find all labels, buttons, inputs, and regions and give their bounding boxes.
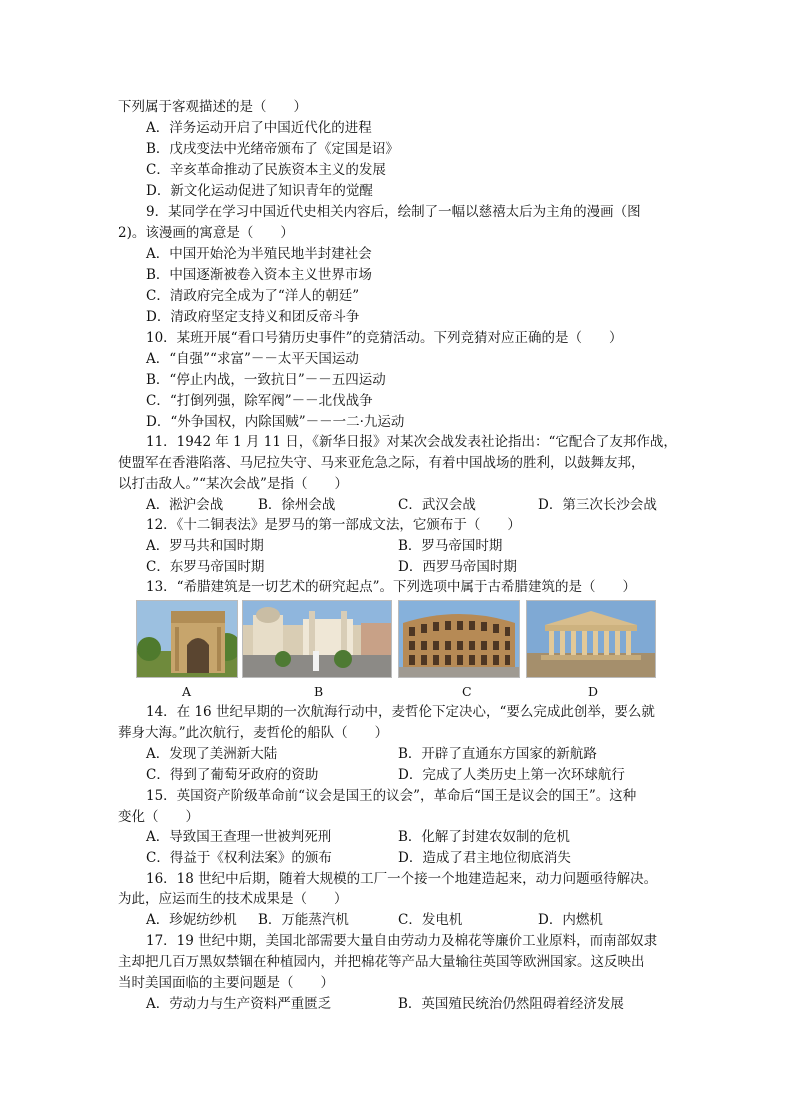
q11-stem-line2: 使盟军在香港陷落、马尼拉失守、马来亚危急之际，有着中国战场的胜利，以鼓舞友邦， bbox=[118, 455, 645, 471]
q16-option-c: C．发电机 bbox=[398, 912, 463, 928]
q15-stem-line1: 15．英国资产阶级革命前“议会是国王的议会”，革命后“国王是议会的国王”。这种 bbox=[146, 788, 637, 804]
q8-option-b: B．戊戌变法中光绪帝颁布了《定国是诏》 bbox=[146, 141, 399, 157]
arch-photo bbox=[136, 600, 238, 678]
q13-label-c: C bbox=[462, 684, 472, 699]
q9-stem-line1: 9．某同学在学习中国近代史相关内容后，绘制了一幅以慈禧太后为主角的漫画（图 bbox=[146, 204, 641, 220]
q9-option-d: D．清政府坚定支持义和团反帝斗争 bbox=[146, 309, 360, 325]
q11-stem-line3: 以打击敌人。”“某次会战”是指（ ） bbox=[118, 476, 348, 492]
q10-stem: 10．某班开展“看口号猜历史事件”的竞猜活动。下列竞猜对应正确的是（ ） bbox=[146, 330, 623, 346]
q10-option-a: A．“自强”“求富”－－太平天国运动 bbox=[146, 351, 359, 367]
q12-option-a: A．罗马共和国时期 bbox=[146, 538, 264, 554]
q10-option-b: B．“停止内战，一致抗日”－－五四运动 bbox=[146, 372, 386, 388]
q13-label-a: A bbox=[182, 684, 192, 699]
q11-option-b: B．徐州会战 bbox=[258, 497, 336, 513]
q17-stem-line1: 17．19 世纪中期，美国北部需要大量自由劳动力及棉花等廉价工业原料，而南部奴隶 bbox=[146, 933, 658, 949]
q10-option-c: C．“打倒列强，除军阀”－－北伐战争 bbox=[146, 393, 373, 409]
q13-label-d: D bbox=[588, 684, 599, 699]
q16-option-d: D．内燃机 bbox=[538, 912, 603, 928]
q14-option-c: C．得到了葡萄牙政府的资助 bbox=[146, 767, 319, 783]
parthenon-photo bbox=[526, 600, 656, 678]
q13-label-b: B bbox=[314, 684, 324, 699]
q15-stem-line2: 变化（ ） bbox=[118, 809, 199, 825]
q12-option-b: B．罗马帝国时期 bbox=[398, 538, 503, 554]
q15-option-d: D．造成了君主地位彻底消失 bbox=[398, 850, 571, 866]
q14-option-d: D．完成了人类历史上第一次环球航行 bbox=[398, 767, 625, 783]
q8-stem: 下列属于客观描述的是（ ） bbox=[118, 99, 307, 115]
q12-option-d: D．西罗马帝国时期 bbox=[398, 559, 517, 575]
q15-option-c: C．得益于《权利法案》的颁布 bbox=[146, 850, 332, 866]
city-photo bbox=[242, 600, 392, 678]
q17-stem-line2: 主却把几百万黑奴禁锢在种植园内，并把棉花等产品大量输往英国等欧洲国家。这反映出 bbox=[118, 954, 645, 970]
q11-option-c: C．武汉会战 bbox=[398, 497, 476, 513]
q11-option-a: A．淞沪会战 bbox=[146, 497, 224, 513]
q14-option-b: B．开辟了直通东方国家的新航路 bbox=[398, 746, 597, 762]
q12-stem: 12．《十二铜表法》是罗马的第一部成文法，它颁布于（ ） bbox=[146, 517, 521, 533]
q11-option-d: D．第三次长沙会战 bbox=[538, 497, 657, 513]
q9-option-b: B．中国逐渐被卷入资本主义世界市场 bbox=[146, 267, 372, 283]
q11-stem-line1: 11．1942 年 1 月 11 日，《新华日报》对某次会战发表社论指出：“它配合了友邦作战， bbox=[146, 434, 677, 450]
q8-option-a: A．洋务运动开启了中国近代化的进程 bbox=[146, 120, 372, 136]
q13-stem: 13．“希腊建筑是一切艺术的研究起点”。下列选项中属于古希腊建筑的是（ ） bbox=[146, 579, 636, 595]
q14-stem-line2: 葬身大海。”此次航行，麦哲伦的船队（ ） bbox=[118, 725, 389, 741]
q14-option-a: A．发现了美洲新大陆 bbox=[146, 746, 278, 762]
q8-option-d: D．新文化运动促进了知识青年的觉醒 bbox=[146, 183, 373, 199]
q9-option-c: C．清政府完全成为了“洋人的朝廷” bbox=[146, 288, 360, 304]
q9-stem-line2: 2)。该漫画的寓意是（ ） bbox=[118, 225, 294, 241]
q16-stem-line1: 16．18 世纪中后期，随着大规模的工厂一个接一个地建造起来，动力问题亟待解决。 bbox=[146, 871, 658, 887]
q17-option-b: B．英国殖民统治仍然阻碍着经济发展 bbox=[398, 996, 624, 1012]
colosseum-photo bbox=[398, 600, 520, 678]
q17-stem-line3: 当时美国面临的主要问题是（ ） bbox=[118, 975, 334, 991]
q8-option-c: C．辛亥革命推动了民族资本主义的发展 bbox=[146, 162, 386, 178]
q15-option-a: A．导致国王查理一世被判死刑 bbox=[146, 829, 332, 845]
q16-option-a: A．珍妮纺纱机 bbox=[146, 912, 237, 928]
q9-option-a: A．中国开始沦为半殖民地半封建社会 bbox=[146, 246, 372, 262]
q13-pictures bbox=[136, 600, 656, 678]
q16-option-b: B．万能蒸汽机 bbox=[258, 912, 349, 928]
q12-option-c: C．东罗马帝国时期 bbox=[146, 559, 265, 575]
q10-option-d: D．“外争国权，内除国贼”－－一二·九运动 bbox=[146, 414, 405, 430]
q15-option-b: B．化解了封建农奴制的危机 bbox=[398, 829, 570, 845]
q14-stem-line1: 14．在 16 世纪早期的一次航海行动中，麦哲伦下定决心，“要么完成此创举，要么就 bbox=[146, 704, 655, 720]
q16-stem-line2: 为此，应运而生的技术成果是（ ） bbox=[118, 891, 348, 907]
q17-option-a: A．劳动力与生产资料严重匮乏 bbox=[146, 996, 332, 1012]
